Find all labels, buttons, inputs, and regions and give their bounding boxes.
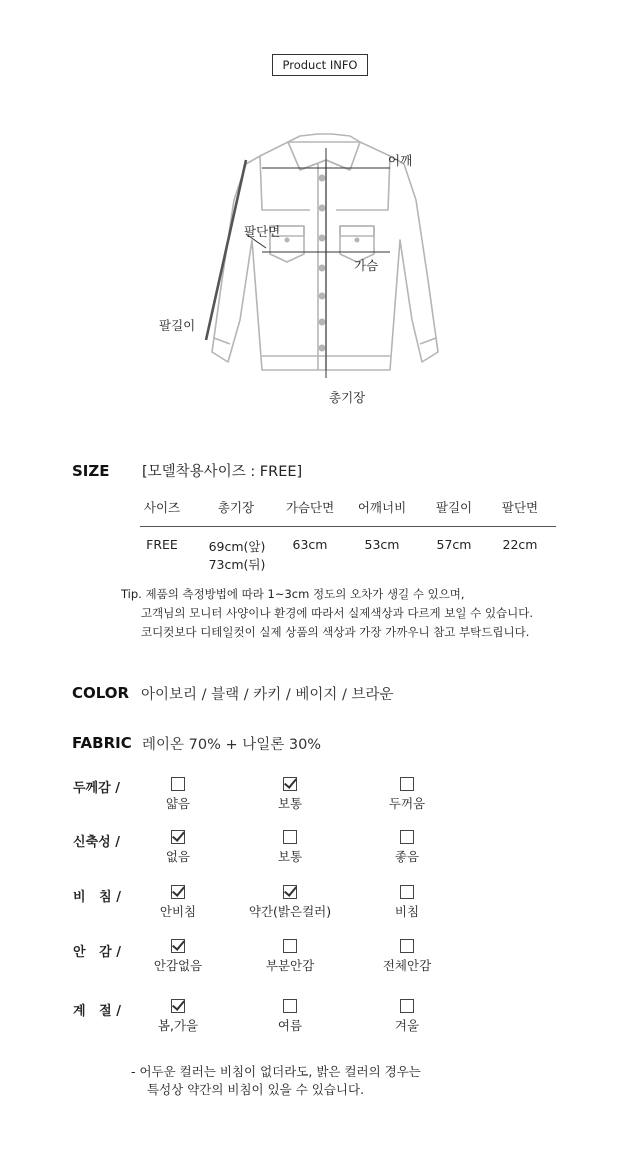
color-heading: COLOR — [72, 684, 130, 702]
note-line: 특성상 약간의 비침이 있을 수 있습니다. — [147, 1082, 365, 1097]
size-model-title: [모델착용사이즈 : FREE] — [142, 464, 303, 480]
feature-option: 두꺼움 — [347, 777, 467, 812]
size-heading: SIZE — [72, 462, 110, 480]
checkbox-icon — [400, 939, 414, 953]
checkbox-icon — [283, 830, 297, 844]
size-tip-line: 코디컷보다 디테일컷이 실제 상품의 색상과 가장 가까우니 참고 부탁드립니다. — [141, 625, 530, 639]
feature-option: 봄,가을 — [118, 999, 238, 1034]
fabric-value: 레이온 70% + 나일론 30% — [142, 737, 322, 753]
checkbox-checked-icon — [283, 885, 297, 899]
feature-label-season: 계 절 / — [73, 1004, 121, 1019]
size-cell-size: FREE — [146, 537, 178, 552]
checkbox-icon — [400, 830, 414, 844]
feature-option: 부분안감 — [230, 939, 350, 974]
checkbox-checked-icon — [171, 885, 185, 899]
checkbox-icon — [400, 885, 414, 899]
checkbox-icon — [400, 777, 414, 791]
size-header-length: 총기장 — [217, 500, 255, 515]
note-line: - 어두운 컬러는 비침이 없더라도, 밝은 컬러의 경우는 — [131, 1064, 421, 1079]
size-header-cuff: 팔단면 — [501, 500, 539, 515]
diagram-label-cuff: 팔단면 — [244, 224, 281, 239]
feature-option: 비침 — [347, 885, 467, 920]
size-table-divider — [140, 526, 556, 527]
feature-option: 얇음 — [118, 777, 238, 812]
feature-option: 전체안감 — [347, 939, 467, 974]
size-header-chest: 가슴단면 — [285, 500, 335, 515]
size-tip-line: 고객님의 모니터 사양이나 환경에 따라서 실제색상과 다르게 보일 수 있습니다. — [141, 606, 534, 620]
feature-option: 보통 — [230, 777, 350, 812]
size-cell-chest: 63cm — [292, 537, 328, 552]
feature-option: 없음 — [118, 830, 238, 865]
feature-option: 안감없음 — [118, 939, 238, 974]
diagram-label-shoulder: 어깨 — [388, 153, 413, 168]
size-header-sleeve: 팔길이 — [435, 500, 473, 515]
size-tip-line: Tip. 제품의 측정방법에 따라 1~3cm 정도의 오차가 생길 수 있으며, — [121, 587, 465, 601]
checkbox-icon — [283, 939, 297, 953]
feature-option: 약간(밝은컬러) — [230, 885, 350, 920]
feature-label-elasticity: 신축성 / — [73, 835, 120, 850]
feature-option: 안비침 — [118, 885, 238, 920]
size-cell-length-back: 73cm(뒤) — [208, 557, 266, 572]
size-header-size: 사이즈 — [143, 500, 181, 515]
checkbox-icon — [171, 777, 185, 791]
feature-label-lining: 안 감 / — [73, 945, 121, 960]
checkbox-icon — [283, 999, 297, 1013]
size-cell-sleeve: 57cm — [436, 537, 472, 552]
diagram-label-chest: 가슴 — [354, 258, 379, 273]
diagram-label-sleeve: 팔길이 — [159, 318, 196, 333]
checkbox-checked-icon — [171, 830, 185, 844]
feature-option: 겨울 — [347, 999, 467, 1034]
size-header-shoulder: 어깨너비 — [357, 500, 407, 515]
diagram-label-length: 총기장 — [329, 390, 366, 405]
color-values: 아이보리 / 블랙 / 카키 / 베이지 / 브라운 — [141, 687, 394, 703]
jacket-diagram — [200, 130, 450, 390]
feature-option: 여름 — [230, 999, 350, 1034]
checkbox-icon — [400, 999, 414, 1013]
product-info-badge: Product INFO — [272, 54, 368, 76]
checkbox-checked-icon — [171, 939, 185, 953]
feature-label-thickness: 두께감 / — [73, 781, 120, 796]
checkbox-checked-icon — [283, 777, 297, 791]
size-cell-cuff: 22cm — [502, 537, 538, 552]
feature-option: 좋음 — [347, 830, 467, 865]
fabric-heading: FABRIC — [72, 734, 132, 752]
size-cell-length-front: 69cm(앞) — [208, 539, 266, 554]
size-cell-shoulder: 53cm — [364, 537, 400, 552]
feature-label-sheerness: 비 침 / — [73, 890, 121, 905]
checkbox-checked-icon — [171, 999, 185, 1013]
feature-option: 보통 — [230, 830, 350, 865]
